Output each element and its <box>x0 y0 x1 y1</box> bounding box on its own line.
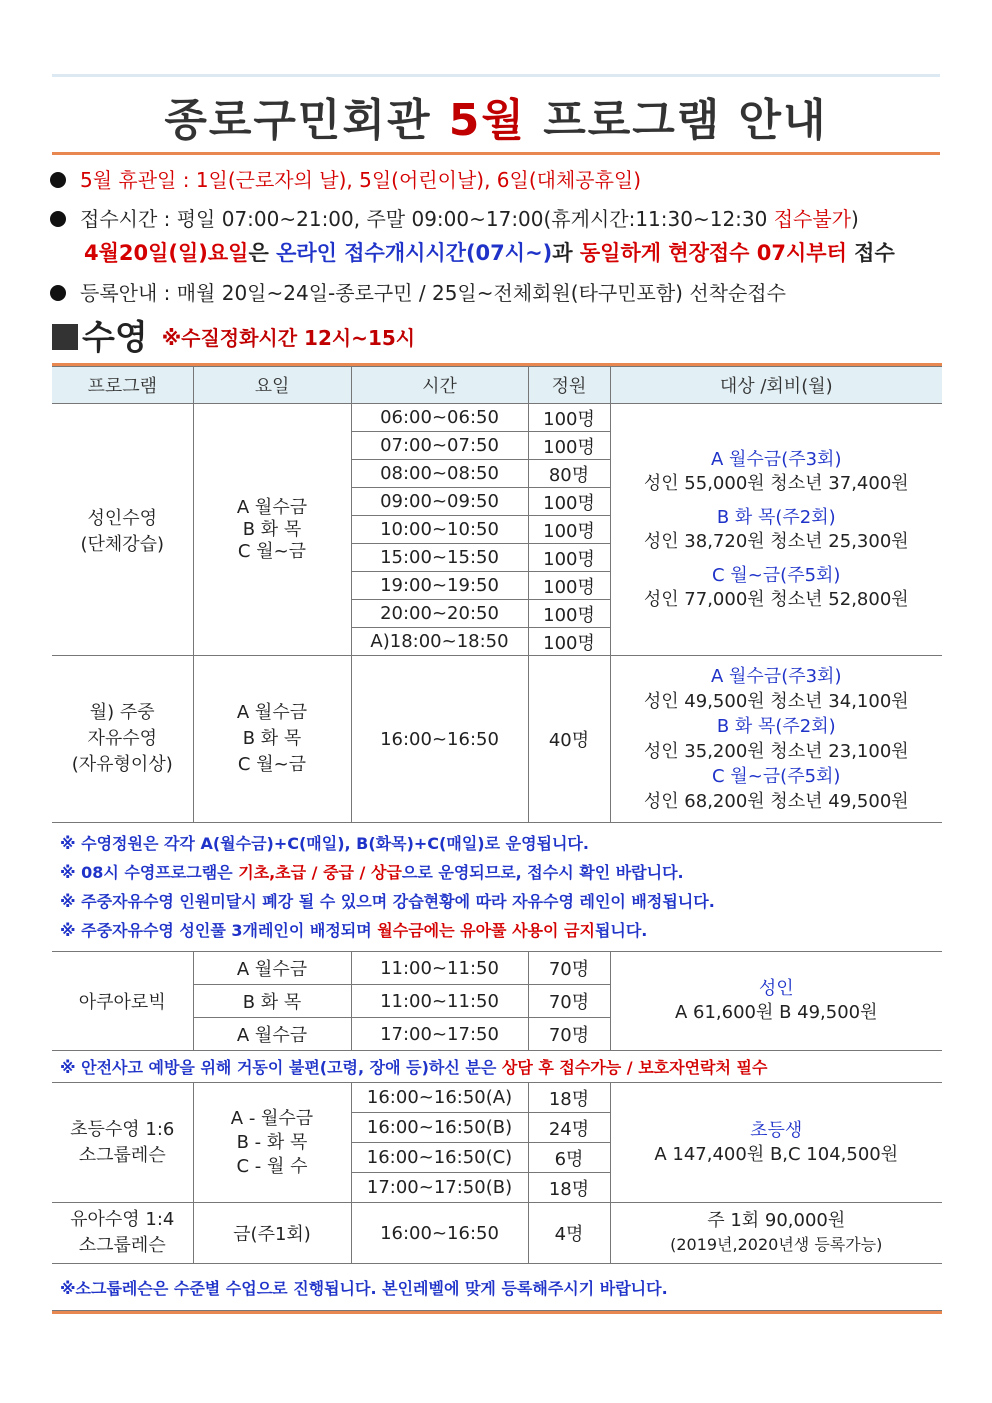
square-icon <box>52 324 78 350</box>
adult-fees: A 월수금(주3회) 성인 55,000원 청소년 37,400원 B 화 목(주2회) 성인 38,720원 청소년 25,300원 C 월~금(주5회) 성인 77,000원 청소년 52,800원 <box>610 404 942 656</box>
bullet-icon <box>50 172 66 188</box>
table-row: 20:00~20:50 100명 <box>52 600 942 628</box>
free-fees: A 월수금(주3회) 성인 49,500원 청소년 34,100원 B 화 목(주2회) 성인 35,200원 청소년 23,100원 C 월~금(주5회) 성인 68,200원 청소년 49,500원 <box>610 656 942 823</box>
note-2: ※ 08시 수영프로그램은 기초,초급 / 중급 / 상급으로 운영되므로, 접수시 확인 바랍니다. <box>60 863 684 882</box>
header-program: 프로그램 <box>52 367 193 404</box>
section-note: ※수질정화시간 12시~15시 <box>161 326 416 350</box>
aqua-fees: 성인 A 61,600원 B 49,500원 <box>610 952 942 1051</box>
page-title <box>52 84 940 148</box>
header-capacity: 정원 <box>528 367 610 404</box>
elem-row: 17:00~17:50(B) 18명 <box>52 1173 942 1203</box>
table-row: A)18:00~18:50 100명 <box>52 628 942 656</box>
program-table <box>52 363 942 1314</box>
elem-program: 초등수영 1:6 소그룹레슨 <box>52 1083 193 1203</box>
table-row: 15:00~15:50 100명 <box>52 544 942 572</box>
aqua-row: 아쿠아로빅 A 월수금 11:00~11:50 70명 성인 A 61,600원 B 49,500원 <box>52 952 942 985</box>
top-rule <box>52 74 940 77</box>
closed-notice: 5월 휴관일 : 1일(근로자의 날), 5일(어린이날), 6일(대체공휴일) <box>50 164 641 193</box>
kids-fees: 주 1회 90,000원 (2019년,2020년생 등록가능) <box>610 1203 942 1264</box>
free-days: A 월수금 B 화 목 C 월~금 <box>193 656 351 823</box>
header-fee: 대상 /회비(월) <box>610 367 942 404</box>
registration-notice: 등록안내 : 매월 20일~24일-종로구민 / 25일~전체회원(타구민포함) 선착순접수 <box>50 277 786 306</box>
elem-row: 16:00~16:50(B) 24명 <box>52 1113 942 1143</box>
table-row: 09:00~09:50 100명 <box>52 488 942 516</box>
reception-detail: 4월20일(일)요일은 온라인 접수개시시간(07시~)과 동일하게 현장접수 07시부터 접수 <box>84 241 895 265</box>
title-month: 5월 <box>448 95 526 146</box>
aqua-row: B 화 목 11:00~11:50 70명 <box>52 985 942 1018</box>
kids-row: 유아수영 1:4 소그룹레슨 금(주1회) 16:00~16:50 4명 주 1회 90,000원 (2019년,2020년생 등록가능) <box>52 1203 942 1264</box>
title-text-end: 프로그램 안내 <box>525 95 828 146</box>
title-rule <box>52 152 940 155</box>
header-time: 시간 <box>351 367 528 404</box>
table-header <box>52 367 942 404</box>
elem-row: 초등수영 1:6 소그룹레슨 A - 월수금 B - 화 목 C - 월 수 16:00~16:50(A) 18명 초등생 A 147,400원 B,C 104,500원 <box>52 1083 942 1113</box>
table-row: 19:00~19:50 100명 <box>52 572 942 600</box>
free-swim-row: 월) 주중 자유수영 (자유형이상) A 월수금 B 화 목 C 월~금 16:00~16:50 40명 A 월수금(주3회) 성인 49,500원 청소년 34,100원 B 화 목(주2회) 성인 35,200원 청소년 23,100원 C 월~금(주5회) 성인 68,200원 청소년 49,500원 <box>52 656 942 823</box>
kids-program: 유아수영 1:4 소그룹레슨 <box>52 1203 193 1264</box>
table-row: 성인수영 (단체강습) A 월수금 B 화 목 C 월~금 06:00~06:50 100명 A 월수금(주3회) 성인 55,000원 청소년 37,400원 B 화 목(주2회) 성인 38,720원 청소년 25,300원 C 월~금(주5회) 성인 77,000원 청소년 52,800원 <box>52 404 942 432</box>
note-1: ※ 수영정원은 각각 A(월수금)+C(매일), B(화목)+C(매일)로 운영됩니다. <box>60 834 589 853</box>
elem-days: A - 월수금 B - 화 목 C - 월 수 <box>193 1083 351 1203</box>
section-heading: 수영 ※수질정화시간 12시~15시 <box>52 310 415 359</box>
bullet-icon <box>50 211 66 227</box>
note-3: ※ 주중자유수영 인원미달시 폐강 될 수 있으며 강습현황에 따라 자유수영 레인이 배정됩니다. <box>60 892 715 911</box>
aqua-row: A 월수금 17:00~17:50 70명 <box>52 1018 942 1051</box>
table-row: 08:00~08:50 80명 <box>52 460 942 488</box>
notes-row <box>52 823 942 952</box>
header-day: 요일 <box>193 367 351 404</box>
elem-row: 16:00~16:50(C) 6명 <box>52 1143 942 1173</box>
elem-fees: 초등생 A 147,400원 B,C 104,500원 <box>610 1083 942 1203</box>
final-note-row: ※소그룹레슨은 수준별 수업으로 진행됩니다. 본인레벨에 맞게 등록해주시기 바랍니다. <box>52 1264 942 1311</box>
reception-notice: 접수시간 : 평일 07:00~21:00, 주말 09:00~17:00(휴게시간:11:30~12:30 접수불가) <box>50 203 859 232</box>
title-text: 종로구민회관 <box>164 95 449 146</box>
free-program: 월) 주중 자유수영 (자유형이상) <box>52 656 193 823</box>
adult-program: 성인수영 (단체강습) <box>52 404 193 656</box>
safety-row: ※ 안전사고 예방을 위해 거동이 불편(고령, 장애 등)하신 분은 상담 후 접수가능 / 보호자연락처 필수 <box>52 1051 942 1083</box>
bullet-icon <box>50 285 66 301</box>
aqua-program: 아쿠아로빅 <box>52 952 193 1051</box>
table-row: 10:00~10:50 100명 <box>52 516 942 544</box>
table-row: 07:00~07:50 100명 <box>52 432 942 460</box>
adult-days: A 월수금 B 화 목 C 월~금 <box>193 404 351 656</box>
note-4: ※ 주중자유수영 성인풀 3개레인이 배정되며 월수금에는 유아풀 사용이 금지됩니다. <box>60 921 648 940</box>
